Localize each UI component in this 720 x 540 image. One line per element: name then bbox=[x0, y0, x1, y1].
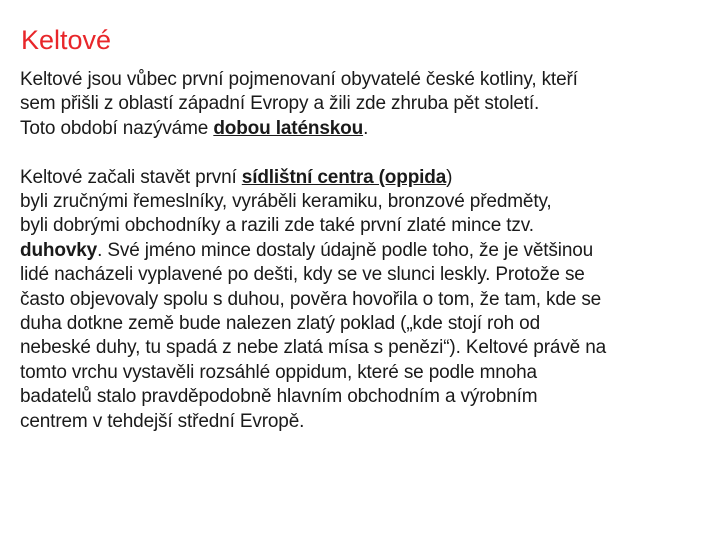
text-line: badatelů stalo pravděpodobně hlavním obchodním a výrobním bbox=[20, 386, 538, 408]
text-line: byli zručnými řemeslníky, vyráběli keramiku, bronzové předměty, bbox=[20, 191, 552, 213]
text-segment: Toto období nazýváme bbox=[20, 117, 214, 139]
text-line: Keltové jsou vůbec první pojmenovaní obyvatelé české kotliny, kteří bbox=[20, 69, 578, 90]
text-segment: ) bbox=[446, 166, 453, 188]
term-doba-latenska: dobou laténskou bbox=[213, 117, 364, 139]
text-line: duha dotkne země bude nalezen zlatý poklad („kde stojí roh od bbox=[20, 313, 541, 335]
text-segment: . Své jméno mince dostaly údajně podle toho, že je většinou bbox=[97, 239, 594, 261]
text-segment: Keltové začali stavět první bbox=[20, 166, 242, 188]
text-line: byli dobrými obchodníky a razili zde také první zlaté mince tzv. bbox=[20, 215, 534, 237]
paragraph-main bbox=[20, 166, 710, 434]
text-line bbox=[20, 239, 710, 263]
text-line bbox=[20, 166, 710, 190]
paragraph-spacer bbox=[20, 141, 710, 165]
text-line bbox=[20, 117, 710, 141]
slide-body bbox=[20, 68, 710, 434]
paragraph-intro bbox=[20, 68, 710, 141]
text-segment: . bbox=[363, 117, 369, 139]
slide-title: Keltové bbox=[21, 25, 112, 55]
text-line: centrem v tehdejší střední Evropě. bbox=[20, 410, 305, 432]
text-line: tomto vrchu vystavěli rozsáhlé oppidum, které se podle mnoha bbox=[20, 361, 537, 383]
term-duhovky: duhovky bbox=[20, 239, 98, 261]
text-line: sem přišli z oblastí západní Evropy a žili zde zhruba pět století. bbox=[20, 93, 540, 115]
text-line: často objevovaly spolu s duhou, pověra hovořila o tom, že tam, kde se bbox=[20, 288, 602, 310]
text-line: lidé nacházeli vyplavené po dešti, kdy se ve slunci leskly. Protože se bbox=[20, 264, 585, 286]
term-oppida: sídlištní centra (oppida bbox=[241, 166, 447, 188]
text-line: nebeské duhy, tu spadá z nebe zlatá mísa s penězi“). Keltové právě na bbox=[20, 337, 607, 359]
